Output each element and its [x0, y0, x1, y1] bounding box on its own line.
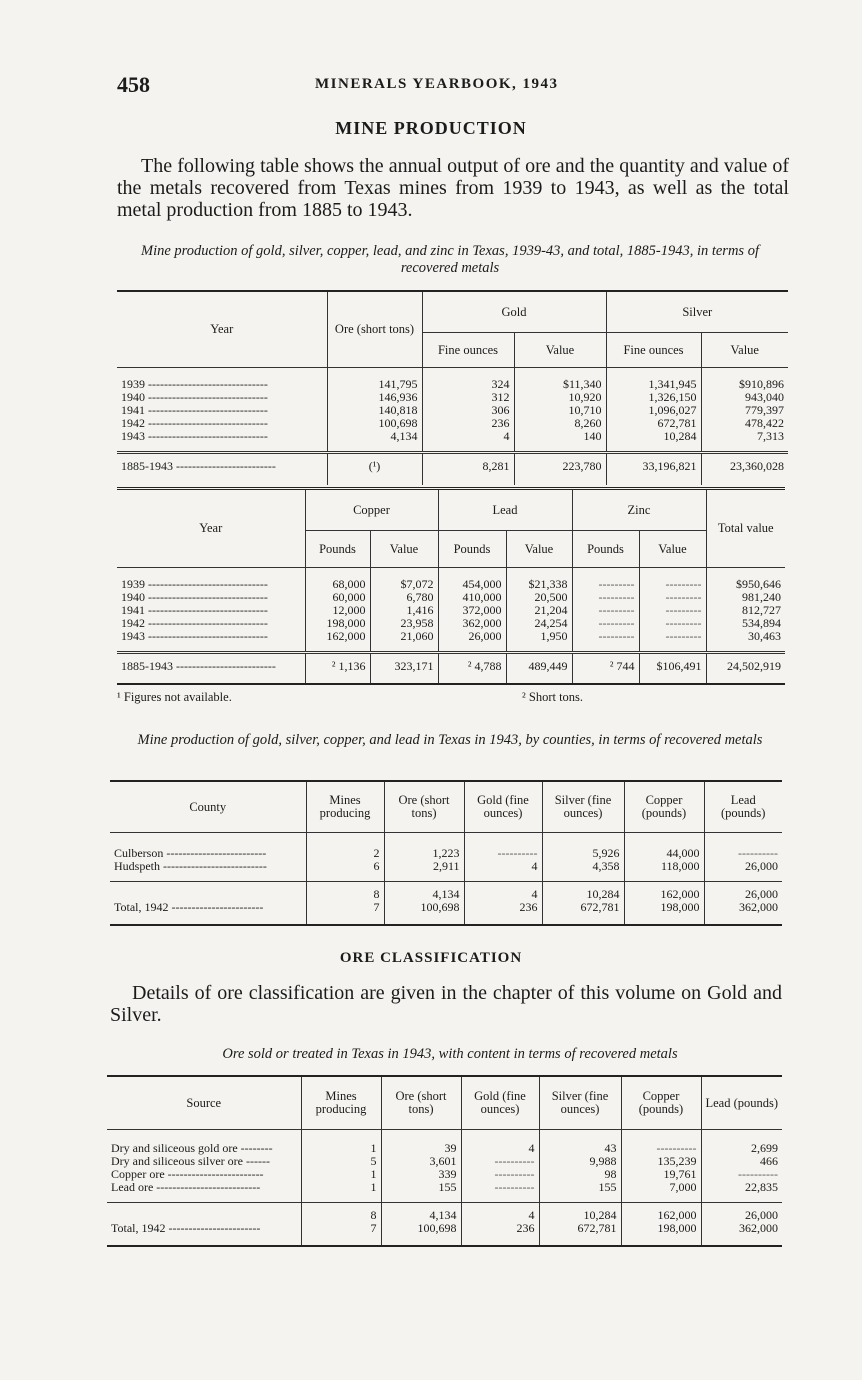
cell: 135,239	[621, 1155, 701, 1168]
cell: 362,000	[704, 901, 782, 925]
row-year: 1939 ------------------------------	[121, 378, 268, 391]
cell-empty: ---------	[572, 578, 639, 591]
row-year: 1940 ------------------------------	[121, 591, 268, 604]
cell: 410,000	[438, 591, 506, 604]
cell: 4	[422, 430, 514, 453]
cell: 12,000	[305, 604, 370, 617]
cell: 10,284	[539, 1203, 621, 1223]
cell: 4	[464, 882, 542, 902]
cell: ² 1,136	[305, 653, 370, 685]
cell-empty: ----------	[464, 847, 542, 860]
cell: 5	[301, 1155, 381, 1168]
cell: 162,000	[621, 1203, 701, 1223]
ore-classification-title: ORE CLASSIFICATION	[339, 950, 523, 966]
cell: 140	[514, 430, 606, 453]
cell: 779,397	[701, 404, 788, 417]
cell: 1,950	[506, 630, 572, 653]
row-year: 1943 ------------------------------	[121, 630, 268, 643]
col-ore: Ore (short tons)	[381, 1076, 461, 1130]
col-source: Source	[107, 1076, 301, 1130]
row-year: 1941 ------------------------------	[121, 604, 268, 617]
table-row	[110, 860, 782, 882]
col-copper: Copper	[305, 489, 438, 531]
cell: 672,781	[542, 901, 624, 925]
cell: 19,761	[621, 1168, 701, 1181]
cell: 140,818	[327, 404, 422, 417]
table-row	[117, 430, 788, 453]
col-silver-oz: Fine ounces	[606, 333, 701, 368]
col-mines: Mines producing	[306, 781, 384, 833]
cell: 534,894	[706, 617, 785, 630]
footnote-1: ¹ Figures not available.	[117, 690, 232, 704]
total-row	[107, 1203, 782, 1223]
cell: 43	[539, 1142, 621, 1155]
row-total-1942: Total, 1942 -----------------------	[111, 1222, 261, 1235]
cell: $7,072	[370, 578, 438, 591]
cell: 1,096,027	[606, 404, 701, 417]
cell: 312	[422, 391, 514, 404]
row-source: Lead ore --------------------------	[111, 1181, 261, 1194]
cell: 7,000	[621, 1181, 701, 1203]
cell: 155	[539, 1181, 621, 1203]
col-silver: Silver	[606, 291, 788, 333]
cell: 306	[422, 404, 514, 417]
cell: 236	[461, 1222, 539, 1246]
cell-empty: ---------	[639, 604, 706, 617]
cell: 33,196,821	[606, 453, 701, 486]
col-ore: Ore (short tons)	[327, 291, 422, 368]
cell-empty: ----------	[461, 1181, 539, 1203]
running-head: MINERALS YEARBOOK, 1943	[315, 76, 559, 92]
cell: 812,727	[706, 604, 785, 617]
col-zn-val: Value	[639, 531, 706, 568]
row-source: Copper ore ------------------------	[111, 1168, 264, 1181]
cell: 981,240	[706, 591, 785, 604]
cell: 146,936	[327, 391, 422, 404]
cell: 1	[301, 1168, 381, 1181]
cell: 118,000	[624, 860, 704, 882]
cell: 943,040	[701, 391, 788, 404]
cell: 7	[306, 901, 384, 925]
cell-empty: ----------	[704, 847, 782, 860]
cell: 236	[464, 901, 542, 925]
cell: 323,171	[370, 653, 438, 685]
cell: 236	[422, 417, 514, 430]
cell: $910,896	[701, 378, 788, 391]
cell: 141,795	[327, 378, 422, 391]
cell-empty: ---------	[639, 630, 706, 653]
cell: 198,000	[624, 901, 704, 925]
cell-empty: ----------	[461, 1155, 539, 1168]
cell: 4,134	[381, 1203, 461, 1223]
col-silver: Silver (fine ounces)	[542, 781, 624, 833]
cell: 26,000	[704, 882, 782, 902]
cell: 372,000	[438, 604, 506, 617]
cell: 4,358	[542, 860, 624, 882]
cell-empty: ---------	[639, 578, 706, 591]
cell: 21,204	[506, 604, 572, 617]
cell: 30,463	[706, 630, 785, 653]
cell: 362,000	[701, 1222, 782, 1246]
cell: 155	[381, 1181, 461, 1203]
row-county: Hudspeth --------------------------	[114, 860, 267, 873]
cell: 2,699	[701, 1142, 782, 1155]
table3-caption: Ore sold or treated in Texas in 1943, with content in terms of recovered metals	[222, 1046, 678, 1062]
cell: 362,000	[438, 617, 506, 630]
row-year: 1939 ------------------------------	[121, 578, 268, 591]
table-row	[117, 630, 785, 653]
cell: 489,449	[506, 653, 572, 685]
col-zn-lb: Pounds	[572, 531, 639, 568]
cell: 162,000	[305, 630, 370, 653]
col-copper: Copper (pounds)	[621, 1076, 701, 1130]
cell: $950,646	[706, 578, 785, 591]
table3-ore-sold	[107, 1075, 782, 1247]
cell: 1,341,945	[606, 378, 701, 391]
total-1942-row	[107, 1222, 782, 1246]
cell: 4	[464, 860, 542, 882]
cell: 672,781	[539, 1222, 621, 1246]
cell: 4,134	[384, 882, 464, 902]
table2-caption: Mine production of gold, silver, copper, and lead in Texas in 1943, by counties, in terms of recovered metals	[137, 732, 763, 748]
table1-copper-lead-zinc	[117, 487, 785, 685]
col-silver-val: Value	[701, 333, 788, 368]
cell: 324	[422, 378, 514, 391]
cell: 162,000	[624, 882, 704, 902]
page-number: 458	[117, 72, 150, 97]
cell: 4	[461, 1142, 539, 1155]
footnote-2: ² Short tons.	[522, 690, 584, 704]
cell: 4,134	[327, 430, 422, 453]
row-year: 1943 ------------------------------	[121, 430, 268, 443]
col-gold-val: Value	[514, 333, 606, 368]
cell: 5,926	[542, 847, 624, 860]
col-silver: Silver (fine ounces)	[539, 1076, 621, 1130]
cell-empty: ---------	[639, 591, 706, 604]
col-gold: Gold	[422, 291, 606, 333]
cell: 8	[301, 1203, 381, 1223]
cell: 7,313	[701, 430, 788, 453]
col-zinc: Zinc	[572, 489, 706, 531]
col-pb-lb: Pounds	[438, 531, 506, 568]
col-ore: Ore (short tons)	[384, 781, 464, 833]
cell: $11,340	[514, 378, 606, 391]
cell: 23,360,028	[701, 453, 788, 486]
row-year: 1940 ------------------------------	[121, 391, 268, 404]
cell: 478,422	[701, 417, 788, 430]
cell: 3,601	[381, 1155, 461, 1168]
page-header	[117, 72, 787, 98]
col-cu-val: Value	[370, 531, 438, 568]
cell: 26,000	[704, 860, 782, 882]
col-lead: Lead (pounds)	[704, 781, 782, 833]
cell: 44,000	[624, 847, 704, 860]
cell: 1	[301, 1142, 381, 1155]
cell: 1,223	[384, 847, 464, 860]
cell: 39	[381, 1142, 461, 1155]
cell: 10,284	[542, 882, 624, 902]
row-year: 1885-1943 -------------------------	[121, 659, 276, 673]
row-year: 1885-1943 -------------------------	[121, 459, 276, 473]
total-row	[117, 653, 785, 685]
cell: 672,781	[606, 417, 701, 430]
row-source: Dry and siliceous silver ore ------	[111, 1155, 270, 1168]
total-row	[117, 453, 788, 486]
cell-empty: ----------	[461, 1168, 539, 1181]
total-row	[110, 882, 782, 902]
cell: 339	[381, 1168, 461, 1181]
cell: (¹)	[327, 453, 422, 486]
cell: 26,000	[438, 630, 506, 653]
cell: 2,911	[384, 860, 464, 882]
ore-classification-paragraph: Details of ore classification are given in the chapter of this volume on Gold and Silver.	[110, 982, 782, 1026]
cell-empty: ---------	[572, 617, 639, 630]
cell: 466	[701, 1155, 782, 1168]
cell: 223,780	[514, 453, 606, 486]
table1-caption: Mine production of gold, silver, copper, lead, and zinc in Texas, 1939-43, and total, 1885-1943, in terms of recovered metals	[141, 243, 759, 276]
col-lead: Lead (pounds)	[701, 1076, 782, 1130]
table2-by-counties	[110, 780, 782, 926]
cell: 10,920	[514, 391, 606, 404]
col-total-value: Total value	[706, 489, 785, 568]
cell: ² 4,788	[438, 653, 506, 685]
table1-gold-silver	[117, 290, 788, 485]
cell: 8,281	[422, 453, 514, 486]
mine-production-paragraph: The following table shows the annual output of ore and the quantity and value of the metals recovered from Texas mines from 1939 to 1943, as well as the total metal production from 1885 to 1943.	[117, 155, 789, 221]
col-copper: Copper (pounds)	[624, 781, 704, 833]
cell: 26,000	[701, 1203, 782, 1223]
cell-empty: ----------	[701, 1168, 782, 1181]
cell: $21,338	[506, 578, 572, 591]
table-row	[107, 1181, 782, 1203]
cell: 21,060	[370, 630, 438, 653]
mine-production-title: MINE PRODUCTION	[335, 118, 527, 138]
cell: 20,500	[506, 591, 572, 604]
cell: 100,698	[327, 417, 422, 430]
cell: 198,000	[621, 1222, 701, 1246]
cell: 2	[306, 847, 384, 860]
cell: 8,260	[514, 417, 606, 430]
cell: 23,958	[370, 617, 438, 630]
row-year: 1942 ------------------------------	[121, 617, 268, 630]
col-lead: Lead	[438, 489, 572, 531]
cell-empty: ---------	[572, 630, 639, 653]
cell: 8	[306, 882, 384, 902]
cell: 1	[301, 1181, 381, 1203]
cell: 9,988	[539, 1155, 621, 1168]
col-cu-lb: Pounds	[305, 531, 370, 568]
row-year: 1942 ------------------------------	[121, 417, 268, 430]
col-county: County	[110, 781, 306, 833]
cell: 98	[539, 1168, 621, 1181]
cell-empty: ---------	[572, 604, 639, 617]
cell: 60,000	[305, 591, 370, 604]
cell: 22,835	[701, 1181, 782, 1203]
cell: ² 744	[572, 653, 639, 685]
cell: 1,416	[370, 604, 438, 617]
cell: 24,254	[506, 617, 572, 630]
cell: 100,698	[381, 1222, 461, 1246]
cell: 6	[306, 860, 384, 882]
col-gold: Gold (fine ounces)	[461, 1076, 539, 1130]
cell: 198,000	[305, 617, 370, 630]
cell-empty: ----------	[621, 1142, 701, 1155]
cell: 24,502,919	[706, 653, 785, 685]
row-total-1942: Total, 1942 -----------------------	[114, 901, 264, 914]
col-mines: Mines producing	[301, 1076, 381, 1130]
cell: 4	[461, 1203, 539, 1223]
col-year: Year	[117, 489, 305, 568]
cell: 10,284	[606, 430, 701, 453]
cell: 100,698	[384, 901, 464, 925]
cell: 1,326,150	[606, 391, 701, 404]
cell: 6,780	[370, 591, 438, 604]
cell: 10,710	[514, 404, 606, 417]
row-source: Dry and siliceous gold ore --------	[111, 1142, 273, 1155]
cell: 68,000	[305, 578, 370, 591]
total-1942-row	[110, 901, 782, 925]
row-year: 1941 ------------------------------	[121, 404, 268, 417]
cell: 7	[301, 1222, 381, 1246]
row-county: Culberson -------------------------	[114, 847, 267, 860]
col-year: Year	[117, 291, 327, 368]
cell: $106,491	[639, 653, 706, 685]
col-pb-val: Value	[506, 531, 572, 568]
cell-empty: ---------	[639, 617, 706, 630]
col-gold: Gold (fine ounces)	[464, 781, 542, 833]
cell-empty: ---------	[572, 591, 639, 604]
col-gold-oz: Fine ounces	[422, 333, 514, 368]
cell: 454,000	[438, 578, 506, 591]
